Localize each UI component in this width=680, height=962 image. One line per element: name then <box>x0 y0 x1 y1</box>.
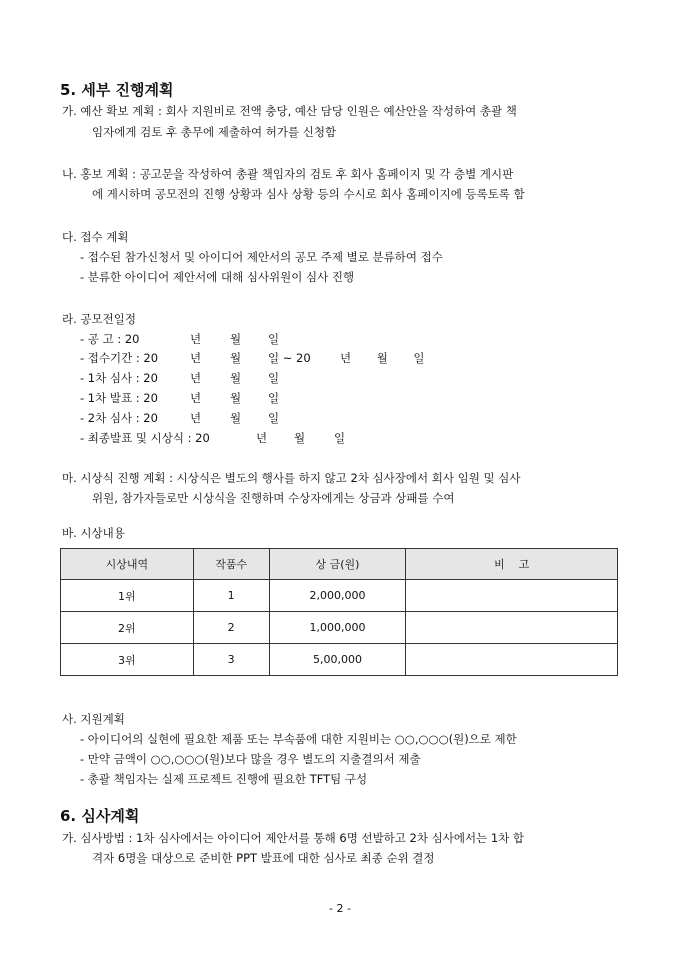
table-header-cell: 작품수 <box>193 549 269 580</box>
table-row <box>61 644 618 676</box>
schedule-label: - 공 고 : 20 <box>80 332 140 346</box>
item-6-ga-line2: 격자 6명을 대상으로 준비한 PPT 발표에 대한 심사로 최종 순위 결정 <box>92 851 435 865</box>
schedule-day: 일 <box>268 332 280 346</box>
schedule-year: 년 <box>190 371 202 385</box>
table-cell <box>406 612 618 644</box>
table-header-cell: 비 고 <box>406 549 618 580</box>
schedule-row <box>80 430 346 446</box>
item-ma-line2: 위원, 참가자들로만 시상식을 진행하며 수상자에게는 상금과 상패를 수여 <box>92 491 455 505</box>
table-header-cell: 시상내역 <box>61 549 194 580</box>
table-row <box>61 612 618 644</box>
item-6-ga-line1: 가. 심사방법 : 1차 심사에서는 아이디어 제안서를 통해 6명 선발하고 2차 심사에서는 1차 합 <box>62 831 525 845</box>
schedule-year: 년 <box>190 391 202 405</box>
schedule-day: 일 ~ 20 <box>268 351 311 365</box>
item-ra-title: 라. 공모전일정 <box>62 312 136 326</box>
table-cell: 2 <box>193 612 269 644</box>
schedule-month: 월 <box>230 332 242 346</box>
table-cell: 2,000,000 <box>269 580 406 612</box>
schedule-day: 일 <box>268 371 280 385</box>
schedule-label: - 접수기간 : 20 <box>80 351 159 365</box>
table-cell: 1 <box>193 580 269 612</box>
schedule-row <box>80 370 280 386</box>
schedule-label: - 2차 심사 : 20 <box>80 411 158 425</box>
table-header-row <box>61 549 618 580</box>
schedule-day: 일 <box>334 431 346 445</box>
item-sa-title: 사. 지원계획 <box>62 712 125 726</box>
schedule-row <box>80 390 280 406</box>
table-cell <box>406 580 618 612</box>
section-6-title: 6. 심사계획 <box>60 807 140 825</box>
schedule-year: 년 <box>190 411 202 425</box>
item-ma-line1: 마. 시상식 진행 계획 : 시상식은 별도의 행사를 하지 않고 2차 심사장에서 회사 임원 및 심사 <box>62 471 521 485</box>
table-cell: 2위 <box>61 612 194 644</box>
schedule-month: 월 <box>230 411 242 425</box>
schedule-row <box>80 331 280 347</box>
item-sa-bullet: - 아이디어의 실현에 필요한 제품 또는 부속품에 대한 지원비는 ○○,○○○(원)으로 제한 <box>80 732 517 746</box>
item-ga-line2: 임자에게 검토 후 총무에 제출하여 허가를 신청함 <box>92 125 337 139</box>
item-da-title: 다. 접수 계획 <box>62 230 129 244</box>
item-na-line1: 나. 홍보 계획 : 공고문을 작성하여 총괄 책임자의 검토 후 회사 홈페이지 및 각 층별 게시판 <box>62 167 514 181</box>
table-cell: 1위 <box>61 580 194 612</box>
schedule-month: 월 <box>294 431 306 445</box>
table-cell: 3위 <box>61 644 194 676</box>
schedule-label: - 1차 발표 : 20 <box>80 391 158 405</box>
award-table <box>60 548 618 676</box>
schedule-row <box>80 350 425 366</box>
schedule-year: 년 <box>256 431 268 445</box>
schedule-extra: 년 월 일 <box>340 351 425 365</box>
schedule-day: 일 <box>268 411 280 425</box>
schedule-label: - 최종발표 및 시상식 : 20 <box>80 431 210 445</box>
schedule-day: 일 <box>268 391 280 405</box>
table-cell: 5,00,000 <box>269 644 406 676</box>
item-ga-line1: 가. 예산 확보 계획 : 회사 지원비로 전액 충당, 예산 담당 인원은 예산안을 작성하여 총괄 책 <box>62 104 517 118</box>
schedule-row <box>80 410 280 426</box>
item-da-bullet: - 분류한 아이디어 제안서에 대해 심사위원이 심사 진행 <box>80 270 355 284</box>
table-cell <box>406 644 618 676</box>
schedule-label: - 1차 심사 : 20 <box>80 371 158 385</box>
item-da-bullet: - 접수된 참가신청서 및 아이디어 제안서의 공모 주제 별로 분류하여 접수 <box>80 250 443 264</box>
schedule-year: 년 <box>190 332 202 346</box>
table-cell: 3 <box>193 644 269 676</box>
schedule-year: 년 <box>190 351 202 365</box>
table-header-cell: 상 금(원) <box>269 549 406 580</box>
item-sa-bullet: - 만약 금액이 ○○,○○○(원)보다 많을 경우 별도의 지출결의서 제출 <box>80 752 421 766</box>
page-number: - 2 - <box>329 902 351 915</box>
item-sa-bullet: - 총괄 책임자는 실제 프로젝트 진행에 필요한 TFT팀 구성 <box>80 772 368 786</box>
schedule-month: 월 <box>230 391 242 405</box>
section-5-title: 5. 세부 진행계획 <box>60 81 174 99</box>
schedule-month: 월 <box>230 351 242 365</box>
item-na-line2: 에 게시하며 공모전의 진행 상황과 심사 상황 등의 수시로 회사 홈페이지에 등록토록 함 <box>92 187 525 201</box>
schedule-month: 월 <box>230 371 242 385</box>
table-cell: 1,000,000 <box>269 612 406 644</box>
item-ba-title: 바. 시상내용 <box>62 526 125 540</box>
table-row <box>61 580 618 612</box>
